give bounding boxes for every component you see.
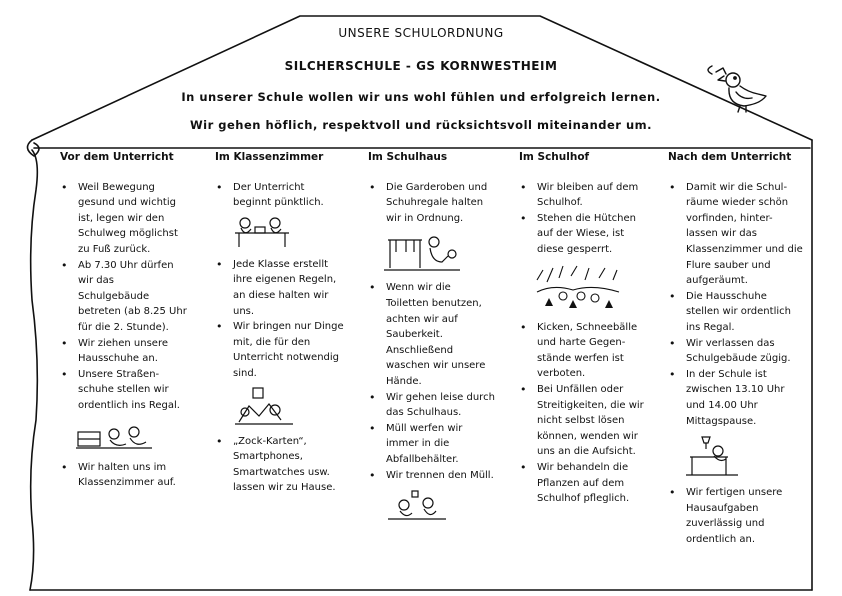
shoe-shelf-illustration [74,418,154,452]
list-item: • Wir trennen den Müll. [368,468,496,484]
list-item: • Die Hausschuhe stellen wir ordentlich ins Regal. [668,289,803,336]
column-heading: Nach dem Unterricht [668,151,792,163]
trash-sorting-illustration [382,487,452,521]
column-heading: Im Klassenzimmer [215,151,324,163]
toys-illustration [229,386,299,426]
rule-list [368,180,496,227]
list-item: • Wir gehen leise durch das Schulhaus. [368,390,496,421]
rule-list [215,434,345,496]
column-heading: Vor dem Unterricht [60,151,174,163]
list-item: • Wir behandeln die Pflanzen auf dem Schulhof pfleglich. [519,460,649,507]
rule-list [668,485,803,547]
list-item: • Wir halten uns im Klassenzimmer auf. [60,460,188,491]
list-item: • Wir bringen nur Dinge mit, die für den Unterricht notwendig sind. [215,319,345,381]
list-item: • Ab 7.30 Uhr dürfen wir das Schulgebäude betreten (ab 8.25 Uhr für die 2. Stunde). [60,258,188,336]
list-item: • Müll werfen wir immer in die Abfallbehälter. [368,421,496,468]
column-school-building [368,150,496,529]
cones-on-lawn-illustration [533,262,623,312]
list-item: • Unsere Straßen-schuhe stellen wir ordentlich ins Regal. [60,367,188,414]
column-classroom [215,150,345,496]
column-schoolyard [519,150,649,507]
list-item: • „Zock-Karten“, Smartphones, Smartwatches usw. lassen wir zu Hause. [215,434,345,496]
column-before-class [60,150,188,491]
list-item: • Der Unterricht beginnt pünktlich. [215,180,345,211]
rule-list [215,257,345,382]
list-item: • Wir bleiben auf dem Schulhof. [519,180,649,211]
rule-list [519,180,649,258]
rule-list [519,320,649,507]
rule-list [215,180,345,211]
list-item: • Jede Klasse erstellt ihre eigenen Regeln, an diese halten wir uns. [215,257,345,319]
school-name: SILCHERSCHULE - GS KORNWESTHEIM [284,59,558,73]
motto-line-1: In unserer Schule wollen wir uns wohl fühlen und erfolgreich lernen. [181,90,661,104]
list-item: • Wir verlassen das Schulgebäude zügig. [668,336,803,367]
list-item: • Kicken, Schneebälle und harte Gegen-stände werfen ist verboten. [519,320,649,382]
wardrobe-illustration [382,230,462,272]
column-after-class [668,150,803,547]
list-item: • Bei Unfällen oder Streitigkeiten, die wir nicht selbst lösen können, wenden wir uns an die Aufsicht. [519,382,649,460]
list-item: • Stehen die Hütchen auf der Wiese, ist diese gesperrt. [519,211,649,258]
list-item: • Weil Bewegung gesund und wichtig ist, legen wir den Schulweg möglichst zu Fuß zurück. [60,180,188,258]
classroom-desk-illustration [229,215,299,249]
rule-list [668,180,803,430]
list-item: • Wenn wir die Toiletten benutzen, achten wir auf Sauberkeit. Anschließend waschen wir unsere Hände. [368,280,496,389]
motto-line-2: Wir gehen höflich, respektvoll und rücksichtsvoll miteinander um. [189,118,653,132]
column-heading: Im Schulhof [519,151,590,163]
column-heading: Im Schulhaus [368,151,448,163]
list-item: • Wir ziehen unsere Hausschuhe an. [60,336,188,367]
rule-list [60,180,188,414]
homework-desk-illustration [682,433,742,477]
list-item: • Damit wir die Schul-räume wieder schön vorfinden, hinter-lassen wir das Klassenzimmer und die Flure sauber und aufgeräumt. [668,180,803,289]
list-item: • In der Schule ist zwischen 13.10 Uhr und 14.00 Uhr Mittagspause. [668,367,803,429]
list-item: • Wir fertigen unsere Hausaufgaben zuverlässig und ordentlich an. [668,485,803,547]
page-title: UNSERE SCHULORDNUNG [338,26,504,40]
list-item: • Die Garderoben und Schuhregale halten wir in Ordnung. [368,180,496,227]
rule-list [60,460,188,491]
rule-list [368,280,496,483]
